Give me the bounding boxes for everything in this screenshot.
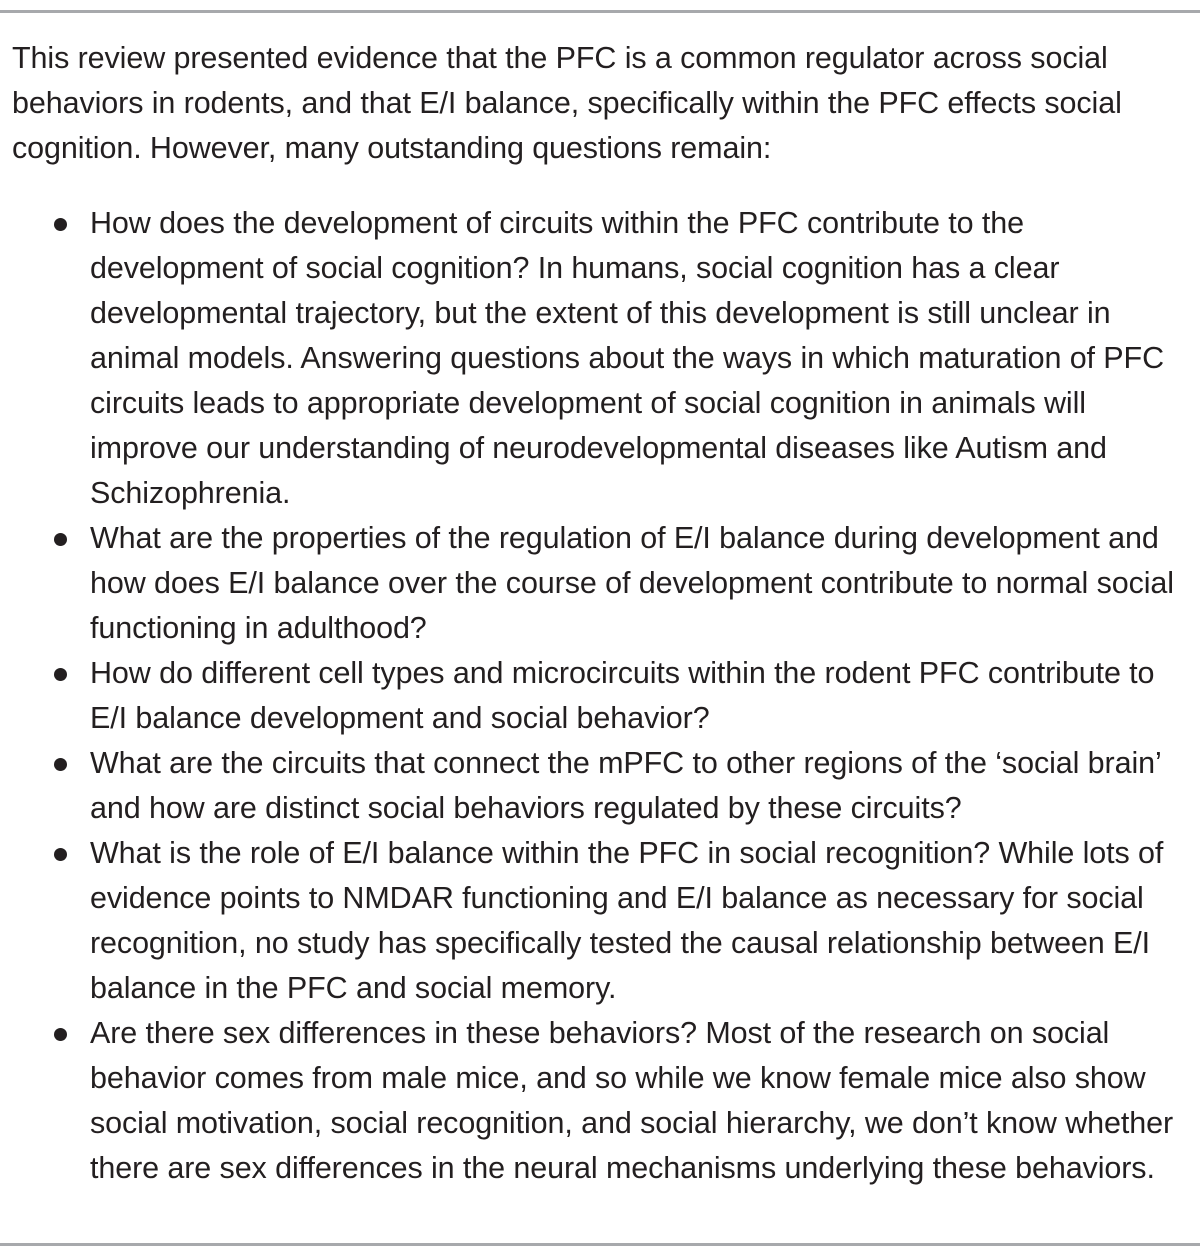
text-box [12, 36, 1192, 1191]
list-item-text: What is the role of E/I balance within the PFC in social recognition? While lots of evidence points to NMDAR functioning and E/I balance as necessary for social recognition, no study has specifically tested the causal relationship between E/I balance in the PFC and social memory. [90, 836, 1164, 1005]
top-rule [0, 10, 1200, 13]
list-item-text: What are the circuits that connect the mPFC to other regions of the ‘social brain’ and how are distinct social behaviors regulated by these circuits? [90, 746, 1161, 825]
list-item [12, 1011, 1192, 1191]
list-item-text: How do different cell types and microcircuits within the rodent PFC contribute to E/I balance development and social behavior? [90, 656, 1155, 735]
list-item-text: Are there sex differences in these behaviors? Most of the research on social behavior comes from male mice, and so while we know female mice also show social motivation, social recognition, and social hierarchy, we don’t know whether there are sex differences in the neural mechanisms underlying these behaviors. [90, 1016, 1174, 1185]
bullet-icon [54, 218, 67, 231]
list-item [12, 741, 1192, 831]
bottom-rule [0, 1243, 1200, 1246]
list-item [12, 201, 1192, 516]
bullet-icon [54, 533, 67, 546]
list-item-text: What are the properties of the regulation of E/I balance during development and how does E/I balance over the course of development contribute to normal social functioning in adulthood? [90, 521, 1174, 645]
bullet-icon [54, 758, 67, 771]
questions-list [12, 201, 1192, 1191]
intro-paragraph: This review presented evidence that the PFC is a common regulator across social behaviors in rodents, and that E/I balance, specifically within the PFC effects social cognition. However, many outstanding questions remain: [12, 41, 1122, 165]
list-item-text: How does the development of circuits within the PFC contribute to the development of social cognition? In humans, social cognition has a clear developmental trajectory, but the extent of this development is still unclear in animal models. Answering questions about the ways in which maturation of PFC circuits leads to appropriate development of social cognition in animals will improve our understanding of neurodevelopmental diseases like Autism and Schizophrenia. [90, 206, 1165, 510]
list-item [12, 651, 1192, 741]
list-item [12, 516, 1192, 651]
bullet-icon [54, 668, 67, 681]
bullet-icon [54, 1028, 67, 1041]
list-item [12, 831, 1192, 1011]
bullet-icon [54, 848, 67, 861]
